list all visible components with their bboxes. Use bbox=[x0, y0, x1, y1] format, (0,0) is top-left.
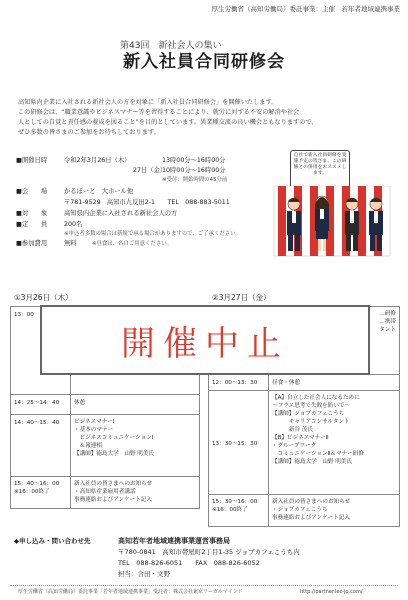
reception-note: ※受付：開始時間の45分前 bbox=[162, 177, 228, 183]
table-row bbox=[11, 415, 200, 477]
contact-org: 高知若年者地域連携事業運営事務局 bbox=[118, 537, 230, 545]
footer-url-link[interactable]: http://partner.lec-jp.com/ bbox=[300, 589, 363, 595]
time-cell: 14：25～14：40 bbox=[11, 395, 71, 415]
lead-line-2: この研修会は、“職業意識やビジネスマナー等を習得することにより、就労に対する不安の解消や社会 bbox=[18, 109, 300, 116]
fee-note: ※昼食は、各自ご用意ください。 bbox=[92, 241, 172, 247]
time-cell: 12：00～13：30 bbox=[209, 375, 269, 391]
footer-divider bbox=[10, 585, 398, 586]
capacity-note: ※申込者多数の場合は新規で承る場合がありますので、ご了承ください。 bbox=[64, 231, 241, 237]
target-label: ■対 象 bbox=[16, 210, 48, 217]
capacity-label: ■定 員 bbox=[16, 221, 48, 228]
date-label: ■開催日時 bbox=[16, 157, 48, 164]
speech-bubble: 自社で新入社員研修を実施予定の皆さま、この研修との併用をおススメします。 bbox=[290, 150, 350, 188]
lead-line-1: 高知県内企業に入社される新社会人の方を対象に「新入社員合同研修会」を開催いたします。 bbox=[18, 99, 278, 106]
content-cell: 昼食・休憩 bbox=[269, 375, 400, 391]
lead-line-3: 人としての自覚と責任感の養成を図ること”を目的としています。異業種交流の良い機会ともなりますので、 bbox=[18, 119, 318, 126]
content-cell: 新入社員の皆さまへのお知らせ ・高知県産業雇用者講話 事務連絡およびアンケート記入 bbox=[71, 477, 200, 509]
capacity-value: 200名 bbox=[64, 221, 83, 228]
fee-label: ■参加費用 bbox=[16, 240, 48, 247]
time-cell: 15：30～16：00 ※16：00終了 bbox=[209, 495, 269, 527]
new-employees-illustration bbox=[272, 186, 392, 264]
content-cell: …研修 …携帯 タント bbox=[269, 307, 400, 375]
contact-address: 〒780-0841 高知市帯屋町2丁目1-35 ジョブカフェこうち内 bbox=[118, 548, 300, 556]
contact-staff: 担当：合田・文野 bbox=[118, 570, 170, 578]
date-day1-time: 13時00分～16時00分 bbox=[162, 157, 226, 164]
day2-heading: ②3月27日（金） bbox=[212, 293, 271, 302]
target-value: 高知県内企業に入社される新社会人の方 bbox=[64, 210, 178, 217]
day1-heading: ①3月26日（木） bbox=[14, 293, 73, 302]
time-cell: 15：40～16：00 ※16：00終了 bbox=[11, 477, 71, 509]
footer-text: 厚生労働省（高知労働局）委託事業「若年者地域連携事業」受託者：株式会社東京リーガルマインド bbox=[18, 589, 243, 595]
page-title: 新入社員合同研修会 bbox=[123, 52, 285, 72]
table-row bbox=[209, 391, 400, 495]
time-cell: 14：40～15：40 bbox=[11, 415, 71, 477]
venue-label: ■会 場 bbox=[16, 188, 48, 195]
contact-label: ◆申し込み・問い合わせ先 bbox=[14, 537, 91, 545]
venue-name: かるぽーと 大ホール他 bbox=[64, 188, 134, 195]
fee-value: 無料 bbox=[64, 240, 77, 247]
sponsor-header: 厚生労働省（高知労働局）委託事業：主催 若年者地域連携事業 bbox=[211, 5, 400, 13]
date-day2: 27日（金） bbox=[133, 167, 167, 174]
content-cell: 【A】自立した社会人になるために ～フラス思考で失敗を防いで～ 【講師】ジョブカフェこうち キャリアコンサルタント 新谷 茂氏 【B】ビジネスマナーⅡ ・グループワーク コミュニケーションⅡ＆マナー研修 【講師】徳島大学 山野 明美氏 bbox=[269, 391, 400, 495]
table-row bbox=[209, 375, 400, 391]
event-edition: 第43回 新社会人の集い bbox=[120, 41, 222, 51]
time-cell: 13：00 bbox=[11, 307, 71, 395]
venue-address: 〒781-9529 高知市九反田2-1 TEL 088-883-5011 bbox=[64, 199, 230, 206]
time-cell: 13：30～15：30 bbox=[209, 391, 269, 495]
content-cell: 新入社員の皆さまへのお知らせ ・ジョブカフェこうち 事務連絡およびアンケート記入 bbox=[269, 495, 400, 527]
contact-phone-fax: TEL 088-826-6051 FAX 088-826-6052 bbox=[118, 559, 260, 567]
table-row bbox=[209, 495, 400, 527]
content-cell: ビジネスマナーⅠ ・基本のマナー ビジネスコミュニケーションⅠ ＆報連相 【講師】徳島大学 山野 明美氏 bbox=[71, 415, 200, 477]
lead-line-4: ぜひ多数の皆さまのご参加をお待ちしております。 bbox=[18, 129, 160, 136]
cancellation-stamp: 開催中止 bbox=[40, 305, 370, 375]
content-cell: 休憩 bbox=[71, 395, 200, 415]
date-day2-time: 10時00分～16時00分 bbox=[162, 167, 226, 174]
table-row bbox=[11, 477, 200, 509]
date-day1: 令和2年3月26日（木） bbox=[64, 157, 131, 164]
table-row bbox=[11, 395, 200, 415]
